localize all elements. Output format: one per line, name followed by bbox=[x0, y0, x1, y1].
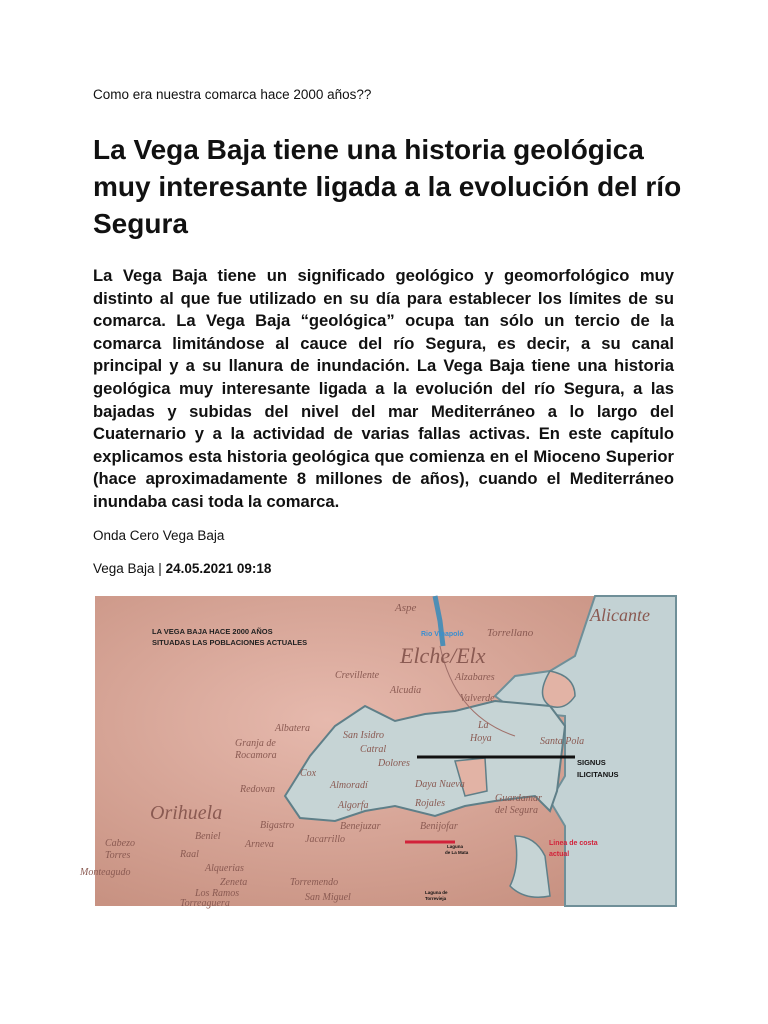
svg-text:Cabezo: Cabezo bbox=[105, 838, 135, 849]
svg-text:Algorfa: Algorfa bbox=[338, 800, 369, 811]
article-lead: La Vega Baja tiene un significado geológico y geomorfológico muy distinto al que fue utilizado en su día para establecer los límites de su comarca. La Vega Baja “geológica” ocupa tan sólo un tercio de la comarca limitándose al cauce del río Segura, es decir, a su canal principal y a su llanura de inundación. La Vega Baja tiene una historia geológica muy interesante ligada a la evolución del río Segura, a las bajadas y subidas del nivel del mar Mediterráneo a lo largo del Cuaternario y a la actividad de varias fallas activas. En este capítulo explicamos esta historia geológica que comienza en el Mioceno Superior (hace aproximadamente 8 millones de años), cuando el Mediterráneo inundaba casi toda la comarca. bbox=[93, 266, 674, 511]
svg-text:Rojales: Rojales bbox=[415, 798, 445, 809]
svg-text:Arneva: Arneva bbox=[245, 839, 274, 850]
article-title: La Vega Baja tiene una historia geológica muy interesante ligada a la evolución del río Segura bbox=[93, 134, 682, 239]
svg-text:Torremendo: Torremendo bbox=[290, 877, 339, 888]
svg-text:Elche/Elx: Elche/Elx bbox=[400, 643, 486, 668]
svg-text:Santa Pola: Santa Pola bbox=[540, 736, 585, 747]
svg-text:Hoya: Hoya bbox=[470, 733, 492, 744]
svg-text:Valverde: Valverde bbox=[460, 693, 495, 704]
map-label: SIGNUS bbox=[577, 758, 606, 767]
svg-text:Guardamar: Guardamar bbox=[495, 793, 542, 804]
map-label: de La Mata bbox=[445, 850, 469, 855]
svg-text:Dolores: Dolores bbox=[378, 758, 410, 769]
svg-text:Torres: Torres bbox=[105, 850, 131, 861]
map-label: Laguna bbox=[447, 844, 464, 849]
svg-text:Alquerias: Alquerias bbox=[205, 863, 244, 874]
map-label: Laguna de bbox=[425, 890, 448, 895]
svg-text:Rocamora: Rocamora bbox=[235, 750, 277, 761]
svg-text:Crevillente: Crevillente bbox=[335, 670, 380, 681]
map-label: Torrevieja bbox=[425, 896, 447, 901]
section-label: Vega Baja | bbox=[93, 561, 162, 576]
svg-text:Alcudia: Alcudia bbox=[390, 685, 422, 696]
article-source: Onda Cero Vega Baja bbox=[93, 528, 225, 543]
svg-text:Torrellano: Torrellano bbox=[487, 627, 534, 639]
svg-text:Albatera: Albatera bbox=[275, 723, 310, 734]
article-kicker: Como era nuestra comarca hace 2000 años?? bbox=[93, 87, 372, 102]
svg-text:Granja de: Granja de bbox=[235, 738, 276, 749]
svg-text:Alicante: Alicante bbox=[590, 605, 650, 625]
svg-text:Monteagudo: Monteagudo bbox=[80, 867, 131, 878]
svg-text:San Isidro: San Isidro bbox=[343, 730, 385, 741]
map-town-san-miguel: San Miguel bbox=[305, 892, 351, 903]
article-dateline bbox=[93, 561, 271, 576]
svg-text:Benijofar: Benijofar bbox=[420, 821, 458, 832]
svg-text:Cox: Cox bbox=[300, 768, 317, 779]
map-caption: LA VEGA BAJA HACE 2000 AÑOS bbox=[152, 627, 273, 636]
map-label: Linea de costa bbox=[549, 840, 598, 847]
svg-text:Daya Nueva: Daya Nueva bbox=[415, 779, 465, 790]
svg-text:Jacarrillo: Jacarrillo bbox=[305, 834, 345, 845]
historical-map-image bbox=[80, 596, 676, 909]
map-label: ILICITANUS bbox=[577, 770, 619, 779]
svg-text:Aspe: Aspe bbox=[395, 602, 417, 614]
map-label: Rio Vinapoló bbox=[421, 631, 464, 638]
map-caption: SITUADAS LAS POBLACIONES ACTUALES bbox=[152, 638, 308, 647]
map-label: actual bbox=[549, 851, 570, 858]
svg-text:Redovan: Redovan bbox=[240, 784, 275, 795]
svg-text:Orihuela: Orihuela bbox=[150, 802, 223, 824]
publish-date: 24.05.2021 09:18 bbox=[165, 561, 272, 576]
svg-text:Almoradí: Almoradí bbox=[330, 780, 368, 791]
svg-text:La: La bbox=[478, 720, 489, 731]
svg-text:Zeneta: Zeneta bbox=[220, 877, 248, 888]
svg-text:del Segura: del Segura bbox=[495, 805, 539, 816]
svg-text:Catral: Catral bbox=[360, 744, 387, 755]
svg-text:Los Ramos: Los Ramos bbox=[195, 888, 240, 899]
svg-text:Alzabares: Alzabares bbox=[455, 672, 495, 683]
svg-text:Bigastro: Bigastro bbox=[260, 820, 295, 831]
svg-text:Beniel: Beniel bbox=[195, 831, 221, 842]
svg-text:Benejuzar: Benejuzar bbox=[340, 821, 381, 832]
svg-text:Raal: Raal bbox=[180, 849, 199, 860]
svg-text:Torreaguera: Torreaguera bbox=[180, 898, 230, 909]
